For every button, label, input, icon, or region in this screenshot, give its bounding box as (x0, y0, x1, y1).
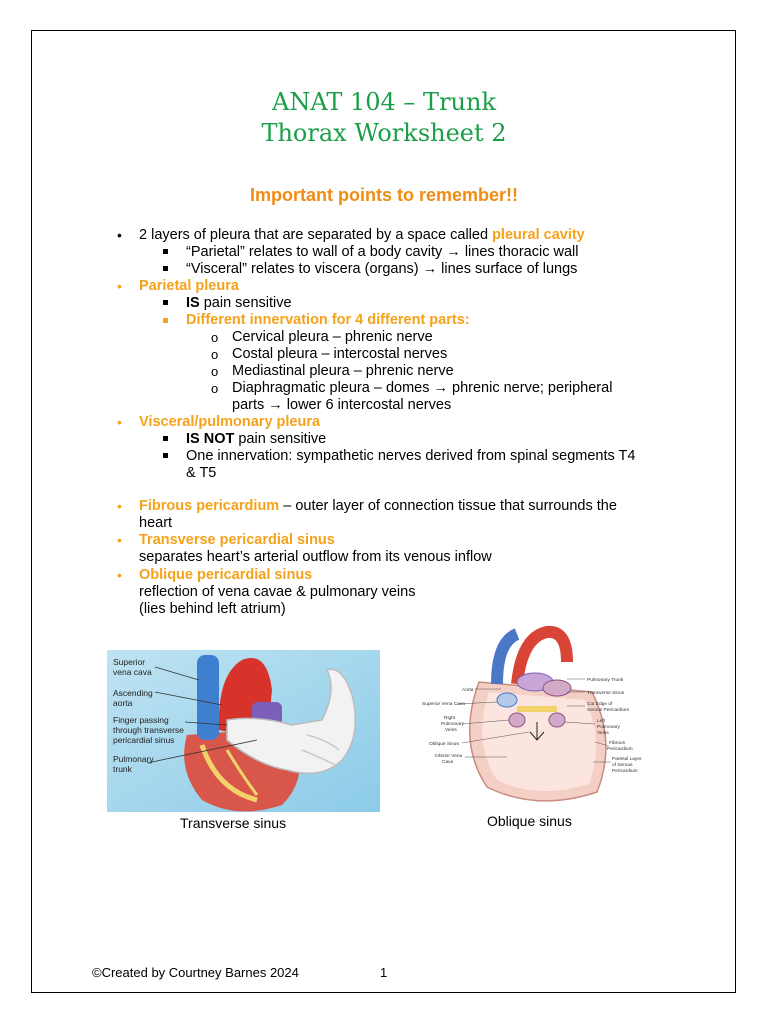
figure-label: Parietal Layer (612, 757, 642, 762)
figure-label: Superior Vena Cava (422, 702, 465, 707)
oblique-sinus-figure (417, 622, 647, 812)
document-subtitle: Thorax Worksheet 2 (261, 119, 507, 147)
list-item: reflection of vena cavae & pulmonary veins (139, 584, 416, 600)
bullet (163, 300, 168, 305)
figure-caption-left: Transverse sinus (180, 815, 287, 831)
list-item: Visceral/pulmonary pleura (139, 414, 321, 430)
figure-label: Veins (597, 731, 609, 736)
list-item: separates heart’s arterial outflow from its venous inflow (139, 549, 492, 565)
figure-label: Fibrous (609, 741, 625, 746)
figure-label: Ascending (113, 688, 153, 698)
bullet: • (117, 414, 122, 430)
bullet (163, 318, 168, 323)
figure-label: of Serous (612, 763, 633, 768)
bullet (163, 249, 168, 254)
list-item: 2 layers of pleura that are separated by a space called pleural cavity (139, 227, 585, 243)
bullet (163, 436, 168, 441)
list-item: heart (139, 515, 173, 531)
page-number: 1 (380, 965, 388, 980)
bullet (163, 266, 168, 271)
list-item: Mediastinal pleura – phrenic nerve (232, 363, 454, 379)
section-heading: Important points to remember!! (249, 185, 518, 205)
figure-label: through transverse (113, 725, 184, 735)
figure-caption-right: Oblique sinus (487, 813, 572, 829)
figure-label: Serous Pericardium (587, 708, 630, 713)
list-item: “Parietal” relates to wall of a body cavity → lines thoracic wall (186, 244, 579, 260)
bullet: • (117, 278, 122, 294)
figure-label: Inferior Vena (435, 754, 463, 759)
figure-label: Pericardium (607, 747, 633, 752)
list-item: Fibrous pericardium – outer layer of connection tissue that surrounds the (139, 498, 617, 514)
list-item: Transverse pericardial sinus (139, 532, 335, 548)
list-item: One innervation: sympathetic nerves derived from spinal segments T4 (186, 448, 636, 464)
bullet: • (117, 227, 122, 243)
figure-label: Aorta (462, 688, 474, 693)
bullet: o (211, 330, 219, 345)
figure-label: Pulmonary (113, 754, 154, 764)
list-item: Cervical pleura – phrenic nerve (232, 329, 433, 345)
figure-label: Pericardium (612, 769, 638, 774)
list-item: Oblique pericardial sinus (139, 567, 313, 583)
figure-label: Pulmonary Trunk (587, 678, 624, 683)
list-item: IS pain sensitive (186, 295, 292, 311)
list-item: parts → lower 6 intercostal nerves (232, 397, 452, 413)
figure-label: Oblique Sinus (429, 742, 459, 747)
document-title: ANAT 104 – Trunk (272, 88, 496, 116)
list-item: (lies behind left atrium) (139, 601, 286, 617)
figure-label: Pulmonary (441, 722, 464, 727)
list-item: Diaphragmatic pleura – domes → phrenic nerve; peripheral (232, 380, 613, 396)
figure-label: Cava (442, 760, 454, 765)
figure-label: Transverse Sinus (587, 691, 625, 696)
bullet: • (117, 567, 122, 583)
list-item: Parietal pleura (139, 278, 239, 294)
figure-label: trunk (113, 764, 132, 774)
bullet: • (117, 532, 122, 548)
figure-label: Cut Edge of (587, 702, 613, 707)
figure-label: Left (597, 719, 606, 724)
figure-label: aorta (113, 698, 133, 708)
bullet: • (117, 498, 122, 514)
list-item: IS NOT pain sensitive (186, 431, 327, 447)
bullet: o (211, 364, 219, 379)
bullet: o (211, 347, 219, 362)
transverse-sinus-figure (107, 650, 380, 812)
figure-label: Veins (445, 728, 457, 733)
figure-label: vena cava (113, 667, 152, 677)
figure-label: Superior (113, 657, 146, 667)
bullet: o (211, 381, 219, 396)
figure-label: Pulmonary (597, 725, 620, 730)
list-item: & T5 (186, 465, 217, 481)
figure-label: Finger passing (113, 715, 169, 725)
figure-label: pericardial sinus (113, 735, 175, 745)
list-item: Costal pleura – intercostal nerves (232, 346, 448, 362)
list-item: Different innervation for 4 different parts: (186, 312, 470, 328)
list-item: “Visceral” relates to viscera (organs) → lines surface of lungs (186, 261, 578, 277)
bullet (163, 453, 168, 458)
figure-label: Right (444, 716, 456, 721)
footer-credit: ©Created by Courtney Barnes 2024 (92, 965, 299, 980)
